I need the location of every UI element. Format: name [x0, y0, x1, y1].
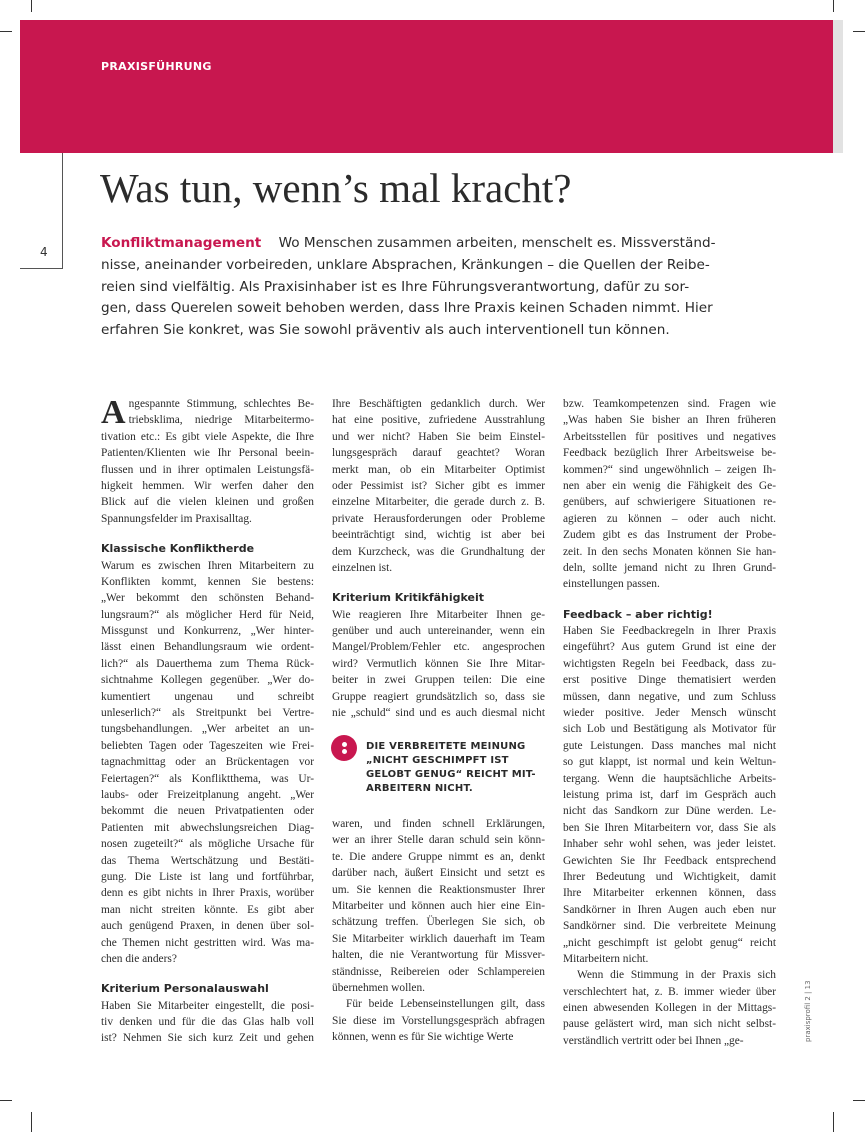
text-line: denn es gibt nichts in Ihrer Praxis, worüber	[101, 887, 314, 900]
text-line: darüber nach, äußert Einsicht und setzt es	[332, 867, 545, 880]
text-line: tungsbehandlungen. „Wer arbeitet an un-	[101, 723, 314, 736]
text-line: Spannungsfelder im Praxisalltag.	[101, 512, 252, 525]
text-line: Feedback bezüglich Ihrer Arbeitsweise be-	[563, 447, 776, 460]
text-line: erst positive Dinge thematisiert werden	[563, 674, 776, 687]
crop-mark	[31, 1112, 32, 1132]
crop-mark	[0, 31, 12, 32]
lead-text: Wo Menschen zusammen arbeiten, menschelt es. Missverständ-	[278, 235, 716, 251]
text-line: verständlich vertritt oder bei Ihnen „ge-	[563, 1034, 744, 1047]
text-line: bekommt die neuen Privatpatienten oder	[101, 805, 314, 818]
text-line: Wie reagieren Ihre Mitarbeiter Ihnen ge-	[332, 608, 545, 621]
text-line: oder Pessimist ist? Sicher gibt es immer	[332, 479, 545, 492]
text-line: Gewichten Sie Ihr Feedback entsprechend	[563, 854, 776, 867]
text-line: Ihrer Bedeutung und Wichtigkeit, damit	[563, 870, 776, 883]
text-line: laubs- oder Freizeitplanung angeht. „Wer	[101, 789, 314, 801]
text-line: Sie Mitarbeiter wirklich dauerhaft im Team	[332, 932, 545, 945]
text-line: Zudem gibt es das Instrument der Probe-	[563, 529, 776, 542]
crop-mark	[833, 0, 834, 12]
text-line: Feiertagen?“ als Konfliktthema, was Ur-	[101, 772, 314, 785]
crop-mark	[833, 1112, 834, 1132]
text-line: „Wer bekommt den schönsten Behand-	[101, 592, 314, 605]
lead-kicker: Konfliktmanagement	[101, 235, 262, 251]
text-line: beliebten Tagen oder Tageszeiten wie Frei-	[101, 739, 314, 752]
text-line: ist? Nehmen Sie sich kurz Zeit und gehen	[101, 1032, 314, 1045]
text-line: lässt einen Behandlungsraum wie ordent-	[101, 641, 314, 654]
pull-quote-line: „NICHT GESCHIMPFT IST	[366, 755, 509, 766]
body-paragraph	[563, 623, 776, 1049]
journal-footer	[804, 980, 816, 1042]
crop-mark	[853, 31, 865, 32]
text-line: private Herausforderungen oder Probleme	[332, 512, 545, 525]
text-line: Patienten/Klienten wie Ihr Personal beein-	[101, 447, 314, 460]
subheading: Kriterium Kritikfähigkeit	[332, 591, 485, 605]
article-title: Was tun, wenn’s mal kracht?	[100, 165, 572, 211]
text-line: higkeit hemmen. Wir werfen daher den	[101, 479, 314, 492]
subheading: Kriterium Personalauswahl	[101, 982, 269, 996]
text-line: deln, sollte jemand nicht zu Ihren Grund-	[563, 561, 776, 574]
text-line: Warum es zwischen Ihren Mitarbeitern zu	[101, 559, 314, 572]
text-line: che Themen nicht gestritten wird. Was ma-	[101, 936, 314, 949]
body-paragraph	[101, 558, 314, 968]
subheading: Feedback – aber richtig!	[563, 607, 713, 621]
text-line: sich Lob und Bestätigung als Motivator für	[563, 723, 776, 736]
text-line: Sie diese im Vorstellungsgespräch abfragen	[332, 1014, 545, 1027]
quote-icon	[331, 735, 357, 761]
text-line: triebsklima, niedrige Mitarbeitermo-	[128, 414, 314, 427]
body-paragraph	[332, 816, 545, 1045]
text-line: gute Leistungen. Dass manches mal nicht	[563, 739, 776, 752]
text-line: nicht das Sandkorn zur Düne werden. Le-	[563, 805, 776, 818]
lead-line: reien sind vielfältig. Als Praxisinhaber ist es Ihre Führungsverantwortung, dafür zu sor-	[101, 278, 690, 295]
pull-quote-text	[366, 740, 536, 796]
text-line: halten, die nie Verantwortung für Missver-	[332, 949, 545, 962]
text-line: Mitarbeitern nicht.	[563, 952, 649, 965]
page-tab-line	[20, 268, 63, 269]
text-line: tergang. Wenn die hauptsächliche Arbeits-	[563, 772, 776, 785]
text-line: bzw. Teamkompetenzen sind. Fragen wie	[563, 398, 776, 410]
text-line: Gruppe reagiert grundsätzlich so, dass sie	[332, 690, 545, 703]
text-line: lich?“ als Dauerthema zum Thema Rück-	[101, 657, 314, 670]
text-line: Missgunst und Konkurrenz, „Wer hinter-	[101, 625, 314, 638]
text-line: Inhaber sehr wohl sehen, was jeder leistet.	[563, 838, 776, 851]
text-line: beeinträchtigt sind, wichtig ist aber bei	[332, 529, 545, 542]
pull-quote-line: DIE VERBREITETE MEINUNG	[366, 741, 526, 752]
text-line: schätzung treffen. Überlegen Sie sich, ob	[332, 916, 545, 929]
text-line: gung. Die Liste ist lang und fortführbar,	[101, 870, 314, 883]
text-line: auch genügend Praxen, in denen über sol-	[101, 920, 314, 933]
body-paragraph	[332, 607, 545, 722]
article-lead	[101, 233, 716, 342]
text-line: agieren zu können – oder auch nicht.	[563, 512, 776, 525]
text-line: nen aber ein wenig die Fähigkeit des Ge-	[563, 479, 776, 492]
column-2-continued	[332, 816, 545, 1045]
drop-cap: A	[101, 394, 126, 431]
text-line: um. Sie kennen die Reaktionsmuster Ihrer	[332, 883, 545, 896]
lead-line: erfahren Sie konkret, was Sie sowohl präventiv als auch interventionell tun können.	[101, 322, 670, 339]
text-line: „nicht geschimpft ist gelobt genug“ reicht	[563, 936, 776, 949]
text-line: zeit. In den sechs Monaten können Sie han-	[563, 545, 776, 558]
text-line: ständnisse, Reibereien oder Schlampereien	[332, 965, 545, 978]
body-paragraph	[332, 396, 545, 576]
lead-line: nisse, aneinander vorbeireden, unklare Absprachen, Kränkungen – die Quellen der Reibe-	[101, 256, 710, 273]
text-line: waren, und finden schnell Erklärungen,	[332, 818, 545, 830]
text-line: pause gelästert wird, man sich nicht selbst-	[563, 1018, 776, 1031]
text-line: Konflikten kommt, kennen Sie bestens:	[101, 575, 314, 588]
intro-paragraph	[101, 396, 314, 527]
text-line: Haben Sie Mitarbeiter eingestellt, die posi-	[101, 999, 314, 1012]
pull-quote-line: ARBEITERN NICHT.	[366, 783, 473, 794]
text-line: Patienten mit abwechslungsreichen Diag-	[101, 821, 314, 834]
text-line: hat eine positive, zufriedene Ausstrahlung	[332, 414, 545, 427]
text-line: ben Sie Ihren Mitarbeitern vor, dass Sie als	[563, 821, 776, 834]
pull-quote-line: GELOBT GENUG“ REICHT MIT-	[366, 769, 536, 780]
text-line: tagnachmittag oder an Brückentagen vor	[101, 756, 314, 769]
text-line: Ihre Beschäftigten gedanklich durch. Wer	[332, 398, 545, 410]
crop-mark	[31, 0, 32, 12]
journal-name: praxisprofil 2 | 13	[804, 980, 812, 1042]
text-line: das Thema Wertschätzung und Bestäti-	[101, 854, 314, 867]
text-line: einstellungen passen.	[563, 578, 660, 591]
body-paragraph	[563, 396, 776, 593]
text-line: chen die anders?	[101, 952, 177, 965]
page-number: 4	[40, 245, 48, 259]
text-line: wer an ihrer Stelle daran schuld sein könn-	[332, 834, 545, 847]
text-line: Blick auf die vielen kleinen und großen	[101, 496, 314, 509]
text-line: ngespannte Stimmung, schlechtes Be-	[128, 398, 314, 410]
text-line: sichtnahme Kollegen gegenüber. „Wer do-	[101, 674, 314, 687]
text-line: te. Die andere Gruppe nimmt es an, denkt	[332, 850, 545, 863]
text-line: kumentiert ungenau und schreibt	[101, 690, 314, 703]
lead-line	[101, 233, 716, 255]
subheading: Klassische Konfliktherde	[101, 542, 255, 556]
text-line: Mitarbeiter und können auch hier eine Ein-	[332, 899, 545, 912]
text-line: Haben Sie Feedbackregeln in Ihrer Praxis	[563, 625, 776, 638]
text-line: merkt man, ob ein Mitarbeiter Optimist	[332, 463, 545, 476]
text-line: tiv denken und für die das Glas halb voll	[101, 1016, 314, 1029]
text-line: Ihre Mitarbeiter erkennen können, dass	[563, 887, 776, 900]
text-line: dem Kurzcheck, was die Grundhaltung der	[332, 545, 545, 558]
text-line: Wenn die Stimmung in der Praxis sich	[577, 969, 776, 982]
text-line: Sandkörner in Ihren Augen auch eben nur	[563, 903, 776, 916]
text-line: wichtigsten Regeln bei Feedback, dass zu-	[563, 657, 776, 670]
text-line: Sandkörner sind. Die verbreitete Meinung	[563, 920, 776, 933]
text-line: eingeführt? Aus gutem Grund ist eine der	[563, 641, 776, 654]
text-line: Arbeitsstellen für positives und negatives	[563, 430, 776, 443]
text-line: verschlechtert hat, z. B. immer wieder über	[563, 985, 776, 998]
column-2	[332, 396, 545, 721]
text-line: kommen?“ sind ungewöhnlich – zeigen Ih-	[563, 463, 776, 476]
header-banner	[20, 20, 833, 153]
text-line: flussen und in ihrer optimalen Leistungsfä-	[101, 463, 314, 476]
text-line: man nicht streiten könnte. Es gibt aber	[101, 903, 314, 916]
text-line: leistung prima ist, darf im Gespräch auch	[563, 789, 776, 801]
text-line: einzelnen ist.	[332, 561, 393, 574]
text-line: können, wenn es für Sie wichtige Werte	[332, 1031, 514, 1044]
column-3	[563, 396, 776, 1049]
text-line: einzelne Mitarbeiter, die gerade durch z. B.	[332, 496, 545, 509]
column-1	[101, 396, 314, 1047]
text-line: unleserlich?“ als Streitpunkt bei Vertre-	[101, 707, 314, 720]
text-line: genübers, auf schwierigere Situationen re-	[563, 496, 776, 509]
text-line: beiter in zwei Gruppen teilen: Die eine	[332, 674, 545, 687]
text-line: übernehmen wollen.	[332, 981, 425, 994]
text-line: „Was haben Sie bisher an Ihren früheren	[563, 414, 776, 427]
text-line: wieder positive. Jeder Mensch wünscht	[563, 707, 776, 720]
text-line: so gut klappt, ist normal und kein Weltun-	[563, 756, 776, 769]
crop-mark	[853, 1100, 865, 1101]
lead-line: gen, dass Querelen soweit behoben werden, dass Ihre Praxis keinen Schaden nimmt. Hier	[101, 300, 713, 317]
body-paragraph	[101, 998, 314, 1047]
text-line: wird? Vermutlich können Sie Ihre Mitar-	[332, 657, 545, 670]
text-line: lungsgespräch darauf geachtet? Woran	[332, 447, 545, 460]
crop-mark	[0, 1100, 12, 1101]
text-line: müssen, dann negative, und zum Schluss	[563, 690, 776, 703]
text-line: lungsraum?“ als möglicher Herd für Neid,	[101, 608, 314, 621]
header-banner-shadow	[833, 20, 843, 153]
text-line: Mangel/Problem/Fehler etc. angesprochen	[332, 641, 545, 654]
text-line: genüber und auch untereinander, wenn ein	[332, 625, 545, 638]
text-line: einen abwesenden Kollegen in der Mittags-	[563, 1002, 776, 1015]
text-line: Für beide Lebenseinstellungen gilt, dass	[346, 998, 545, 1011]
text-line: nie „schuld“ sind und es auch diesmal nicht	[332, 707, 545, 720]
text-line: nosen zugeteilt?“ als mögliche Ursache für	[101, 838, 314, 851]
section-label: PRAXISFÜHRUNG	[101, 60, 212, 73]
text-line: tivation etc.: Es gibt viele Aspekte, die Ihre	[101, 430, 314, 443]
text-line: und wer nicht? Haben Sie beim Einstel-	[332, 430, 545, 443]
